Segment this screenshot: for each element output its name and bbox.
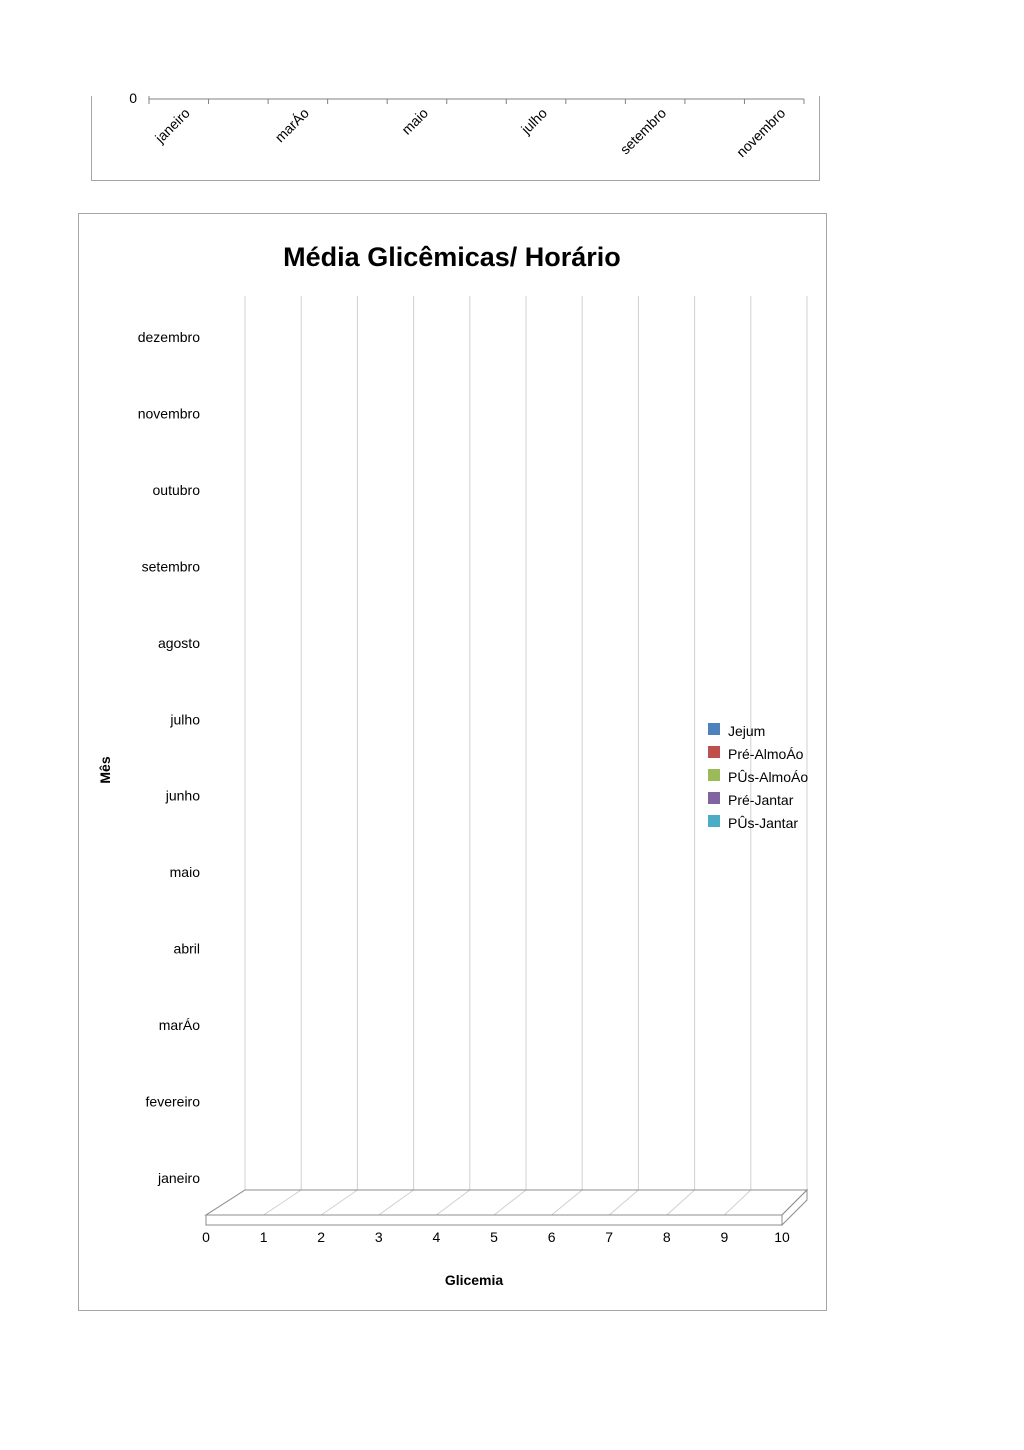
y-tick-label: maio (169, 864, 200, 881)
legend-label: Jejum (728, 723, 766, 739)
y-tick-label: agosto (157, 634, 200, 651)
top-x-tick-label: marÁo (271, 104, 312, 146)
x-tick-label: 8 (662, 1229, 671, 1245)
x-tick-label: 3 (374, 1229, 383, 1245)
y-tick-label: dezembro (137, 329, 200, 345)
y-tick-label: marÁo (158, 1017, 200, 1034)
floor-gridline (379, 1190, 414, 1215)
legend-swatch (708, 769, 720, 781)
top-x-tick-label: novembro (733, 104, 789, 161)
x-tick-label: 9 (720, 1229, 729, 1245)
y-tick-label: abril (173, 940, 200, 957)
floor-gridline (667, 1190, 695, 1215)
x-tick-label: 6 (547, 1229, 556, 1245)
x-tick-label: 5 (490, 1229, 498, 1245)
y-axis-label: Mês (97, 756, 113, 784)
x-tick-label: 10 (774, 1229, 790, 1245)
top-y-tick-label: 0 (129, 90, 137, 106)
x-tick-label: 7 (605, 1229, 614, 1245)
floor-side-face (782, 1190, 807, 1225)
legend-swatch (708, 723, 720, 735)
floor-gridline (494, 1190, 526, 1215)
floor-gridline (609, 1190, 638, 1215)
chart-title: Média Glicêmicas/ Horário (283, 242, 621, 272)
top-x-tick-label: julho (517, 104, 551, 138)
legend-swatch (708, 815, 720, 827)
legend-label: Pré-AlmoÁo (728, 746, 804, 762)
legend-label: PÛs-Jantar (728, 815, 799, 831)
floor-gridline (264, 1190, 302, 1215)
top-x-tick-label: maio (398, 104, 432, 138)
y-tick-label: novembro (137, 405, 200, 422)
y-tick-label: janeiro (157, 1170, 200, 1186)
y-tick-label: junho (165, 787, 200, 804)
legend-swatch (708, 746, 720, 758)
legend-label: Pré-Jantar (728, 792, 794, 808)
legend-label: PÛs-AlmoÁo (728, 769, 809, 785)
x-axis-label: Glicemia (444, 1272, 504, 1288)
top-x-tick-label: janeiro (151, 104, 193, 146)
x-tick-label: 4 (432, 1229, 441, 1245)
x-tick-label: 2 (317, 1229, 326, 1245)
floor-gridline (321, 1190, 357, 1215)
floor-gridline (552, 1190, 583, 1215)
y-tick-label: fevereiro (145, 1093, 200, 1110)
x-tick-label: 0 (202, 1229, 210, 1245)
y-tick-label: outubro (152, 481, 200, 498)
floor-gridline (724, 1190, 750, 1215)
y-tick-label: julho (170, 711, 200, 728)
legend-swatch (708, 792, 720, 804)
floor-front-face (206, 1215, 782, 1225)
top-x-tick-label: setembro (616, 104, 670, 158)
y-tick-label: setembro (141, 558, 200, 575)
floor-gridline (436, 1190, 469, 1215)
x-tick-label: 1 (259, 1229, 268, 1245)
